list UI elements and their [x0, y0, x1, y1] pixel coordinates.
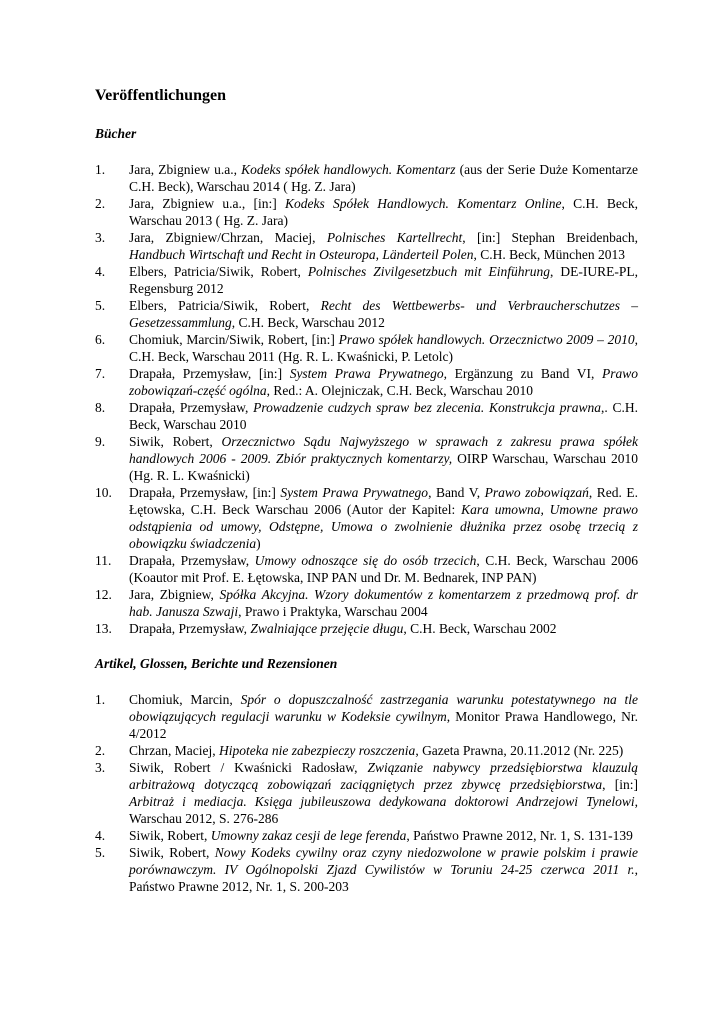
list-item [95, 759, 638, 827]
title-text: Prawo zobowiązań [484, 485, 589, 500]
citation-text: Siwik, Robert / Kwaśnicki Radosław, [129, 760, 368, 775]
item-number: 11. [95, 553, 112, 568]
page-title: Veröffentlichungen [95, 87, 226, 104]
articles-section [95, 655, 638, 895]
item-number: 1. [95, 162, 106, 177]
list-item [95, 331, 638, 365]
list-item [95, 691, 638, 742]
citation-text: ,. C.H. Beck, Warschau 2010 [129, 400, 638, 432]
citation-text: , Red. E. Łętowska, C.H. Beck Warschau 2006 (Autor der Kapitel: [129, 485, 638, 517]
citation-text: , C.H. Beck, Warschau 2012 [231, 315, 385, 330]
list-item [95, 399, 638, 433]
citation-text: , Państwo Prawne 2012, Nr. 1, S. 131-139 [406, 828, 633, 843]
books-section [95, 125, 638, 637]
citation-text: Elbers, Patricia/Siwik, Robert, [129, 264, 308, 279]
books-heading: Bücher [95, 126, 137, 141]
citation-text: , Band V, [428, 485, 485, 500]
title-text: Orzecznictwo Sądu Najwyższego w sprawach z zakresu prawa spółek handlowych 2006 - 2009. Zbiór praktycznych komentarzy, [129, 434, 638, 466]
item-number: 13. [95, 621, 112, 636]
title-text: Arbitraż i mediacja. Księga jubileuszowa dedykowana doktorowi Andrzejowi Tynelowi [129, 794, 635, 809]
item-number: 1. [95, 692, 106, 707]
title-text: Polnisches Zivilgesetzbuch mit Einführung [307, 264, 550, 279]
item-number: 3. [95, 230, 106, 245]
list-item [95, 297, 638, 331]
citation-text: , Państwo Prawne 2012, Nr. 1, S. 200-203 [129, 862, 638, 894]
citation-text: Jara, Zbigniew u.a., [in:] [129, 196, 286, 211]
citation-text: Drapała, Przemysław, [129, 400, 254, 415]
list-item [95, 263, 638, 297]
articles-list [95, 691, 638, 895]
item-number: 10. [95, 485, 112, 500]
citation-text: , Gazeta Prawna, 20.11.2012 (Nr. 225) [415, 743, 624, 758]
item-number: 3. [95, 760, 106, 775]
list-item [95, 365, 638, 399]
citation-text: Siwik, Robert, [129, 828, 211, 843]
title-text: Zwalniające przejęcie długu [250, 621, 404, 636]
citation-text: Jara, Zbigniew/Chrzan, Maciej, [129, 230, 327, 245]
citation-text: , C.H. Beck, Warschau 2002 [403, 621, 557, 636]
citation-text: , C.H. Beck, Warschau 2011 (Hg. R. L. Kwaśnicki, P. Letolc) [129, 332, 638, 364]
title-text: Umowny zakaz cesji de lege ferenda [210, 828, 407, 843]
title-text: Spółka Akcyjna. Wzory dokumentów z komentarzem z przedmową prof. dr hab. Janusza Szwaji [129, 587, 638, 619]
item-number: 2. [95, 196, 106, 211]
citation-text: OIRP Warschau, Warschau 2010 (Hg. R. L. Kwaśnicki) [129, 451, 639, 483]
citation-text: , C.H. Beck, Warschau 2006 (Koautor mit Prof. E. Łętowska, INP PAN und Dr. M. Bednarek, INP PAN) [129, 553, 638, 585]
citation-text: , C.H. Beck, München 2013 [473, 247, 625, 262]
title-text: Związanie nabywcy przedsiębiorstwa klauzulą arbitrażową dotyczącą zobowiązań zaciągniętych przez zbywcę przedsiębiorstwa [129, 760, 639, 792]
title-text: Umowy odnoszące się do osób trzecich [254, 553, 477, 568]
citation-text: ) [256, 536, 261, 551]
item-number: 6. [95, 332, 106, 347]
citation-text: Drapała, Przemysław, [in:] [129, 366, 290, 381]
citation-text: , C.H. Beck, Warschau 2013 ( Hg. Z. Jara) [129, 196, 638, 228]
title-text: Handbuch Wirtschaft und Recht in Osteuropa, Länderteil Polen [129, 247, 474, 262]
list-item [95, 844, 638, 895]
list-item [95, 586, 638, 620]
title-text: Polnisches Kartellrecht [326, 230, 463, 245]
item-number: 12. [95, 587, 112, 602]
citation-text: , Ergänzung zu Band VI, [443, 366, 602, 381]
citation-text: , Prawo i Praktyka, Warschau 2004 [238, 604, 428, 619]
title-text: Recht des Wettbewerbs- und Verbraucherschutzes – Gesetzessammlung [129, 298, 638, 330]
item-number: 7. [95, 366, 106, 381]
citation-text: , Red.: A. Olejniczak, C.H. Beck, Warschau 2010 [266, 383, 533, 398]
citation-text: Siwik, Robert, [129, 434, 222, 449]
list-item [95, 229, 638, 263]
title-text: Prawo spółek handlowych. Orzecznictwo 2009 – 2010 [338, 332, 635, 347]
title-text: Kodeks Spółek Handlowych. Komentarz Online [285, 196, 562, 211]
citation-text: Chomiuk, Marcin/Siwik, Robert, [in:] [129, 332, 339, 347]
articles-heading: Artikel, Glossen, Berichte und Rezensionen [95, 656, 338, 671]
citation-text: Jara, Zbigniew, [129, 587, 220, 602]
citation-text: Elbers, Patricia/Siwik, Robert, [129, 298, 321, 313]
citation-text: Siwik, Robert, [129, 845, 215, 860]
citation-text: , [in:] [602, 777, 638, 792]
list-item [95, 552, 638, 586]
citation-text: Drapała, Przemysław, [in:] [129, 485, 281, 500]
citation-text: , Warschau 2012, S. 276-286 [129, 794, 638, 826]
citation-text: Jara, Zbigniew u.a., [129, 162, 242, 177]
list-item [95, 484, 638, 552]
citation-text: (aus der Serie Duże Komentarze C.H. Beck), Warschau 2014 ( Hg. Z. Jara) [129, 162, 638, 194]
citation-text: , Monitor Prawa Handlowego, Nr. 4/2012 [129, 709, 638, 741]
list-item [95, 195, 638, 229]
list-item [95, 433, 638, 484]
item-number: 9. [95, 434, 106, 449]
list-item [95, 827, 638, 844]
title-text: System Prawa Prywatnego [289, 366, 444, 381]
title-text: Prawo zobowiązań-część ogólna [129, 366, 638, 398]
title-text: Kodeks spółek handlowych. Komentarz [241, 162, 456, 177]
item-number: 8. [95, 400, 106, 415]
books-list [95, 161, 638, 637]
citation-text: Drapała, Przemysław, [129, 621, 251, 636]
citation-text: Drapała, Przemysław, [129, 553, 255, 568]
list-item [95, 161, 638, 195]
title-text: Kara umowna, Umowne prawo odstąpienia od umowy, Odstępne, Umowa o zwolnienie dłużnika przez osobę trzecią z obowiązku świadczenia [129, 502, 638, 551]
item-number: 4. [95, 264, 106, 279]
list-item [95, 620, 638, 637]
citation-text: , [in:] Stephan Breidenbach, [462, 230, 638, 245]
title-text: System Prawa Prywatnego [280, 485, 429, 500]
document-page [95, 86, 638, 895]
title-text: Prowadzenie cudzych spraw bez zlecenia. Konstrukcja prawna [253, 400, 601, 415]
title-text: Spór o dopuszczalność zastrzegania warunku potestatywnego na tle obowiązujących regulacji warunku w Kodeksie cywilnym [129, 692, 638, 724]
citation-text: , DE-IURE-PL, Regensburg 2012 [129, 264, 638, 296]
item-number: 2. [95, 743, 106, 758]
citation-text: Chrzan, Maciej, [129, 743, 219, 758]
title-text: Hipoteka nie zabezpieczy roszczenia [218, 743, 416, 758]
citation-text: Chomiuk, Marcin, [129, 692, 241, 707]
item-number: 5. [95, 845, 106, 860]
list-item [95, 742, 638, 759]
item-number: 4. [95, 828, 106, 843]
title-text: Nowy Kodeks cywilny oraz czyny niedozwolone w prawie polskim i prawie porównawczym. IV Ogólnopolski Zjazd Cywilistów w Toruniu 24-25 czerwca 2011 r. [129, 845, 638, 877]
item-number: 5. [95, 298, 106, 313]
